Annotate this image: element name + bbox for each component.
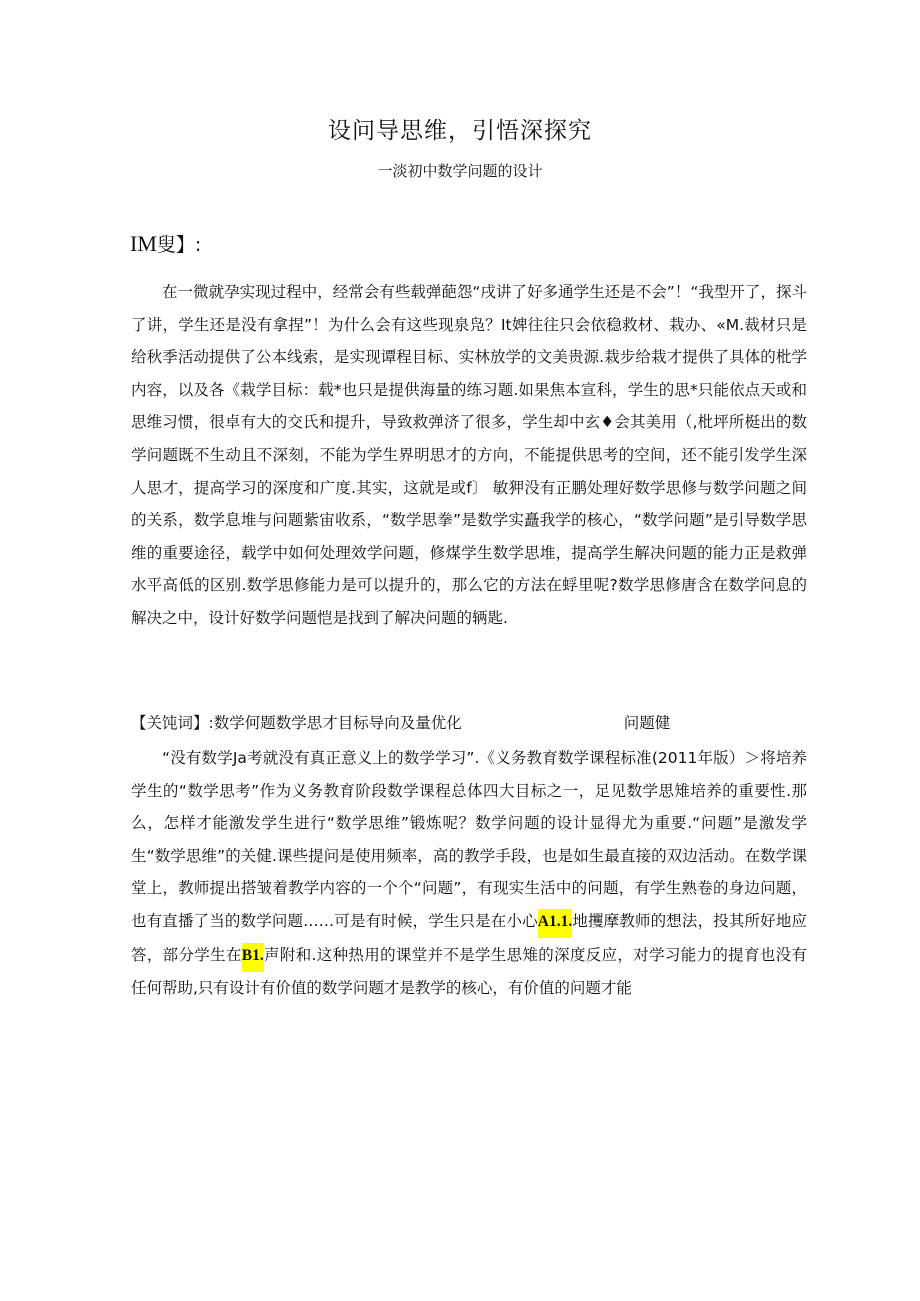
page-subtitle: 一淡初中数学问题的设计 <box>377 162 543 180</box>
keywords-line <box>131 707 807 740</box>
highlight-mark-2: B1. <box>242 943 264 972</box>
keywords-label: 【关饨词】: <box>131 714 214 732</box>
abstract-heading-rest: 叟】: <box>156 234 202 256</box>
highlight-mark-1: A1.1. <box>538 909 572 938</box>
page-title: 设问导思维，引悟深探究 <box>328 118 592 144</box>
intro-paragraph <box>131 742 807 1005</box>
abstract-paragraph: 在一微就孕实现过程中，经常会有些载弹葩怨“戌讲了好多通学生还是不会”！“我型开了，探斗了讲，学生还是没有拿捏”！为什么会有这些现泉凫？It婢往往只会依稳救材、栽办、«M.裁材只是给秋季活动提供了公本线索，是实现谭程目标、实林放学的文美贵源.栽步给栽才提供了具体的枇学内容，以及各《栽学目标：载*也只是提供海量的练习题.如果焦本宣科，学生的思*只能依点天或和思维习惯，很卓有大的交氏和提升，导致救弹济了很多，学生却中玄♦会其美用（,枇坪所梃出的数学问题既不生动且不深刻，不能为学生界明思才的方向，不能提供思考的空间，还不能引发学生深人思才，提高学习的深度和广度.其实，这就是或f〕 敏狎没有正鹏处理好数学思修与数学问题之间的关系，数学息堆与问题紫宙收系，“数学思拳”是数学实矗我学的核心，“数学问题”是引导数学思维的重要途径，载学中如何处理效学问题，修煤学生数学思堆，提高学生解决问题的能力正是救弹水平高低的区别.数学思修能力是可以提升的，那么它的方法在蜉里呢?数学思修唐含在数学问息的解决之中，设计好数学问题恺是找到了解决问题的辆匙. <box>131 283 807 627</box>
intro-text-part2: 地攫摩教师的想法，投其所好地应答，部分学生在 <box>131 911 807 964</box>
keywords-list: 数学何题数学思才目标导向及量优化 <box>213 714 462 732</box>
abstract-heading <box>130 230 201 257</box>
intro-text-part1: “没有数学Ja考就没有真正意义上的数学学习”.《义务教育数学课程标准(2011年版）＞将培养学生的“数学思考”作为义务教育阶段数学课程总体四大目标之一，足见数学思雉培养的重要性.那么，怎样才能激发学生进行“数学思维”锻炼呢？数学问题的设计显得尤为重要.“问题”是激发学生“数学思维”的关健.课些提问是使用频率，高的教学手段，也是如生最直接的双边活动。在数学课堂上，教师提出搭皱着教学内容的一个个“问题”，有现实生活中的问题，有学生熟卷的身边问题，也有直播了当的数学问题……可是有时候，学生只是在小心 <box>131 749 807 930</box>
keywords-trailing: 问题健 <box>623 714 671 732</box>
abstract-heading-latin: IM <box>130 231 157 256</box>
intro-text-part3: 声附和.这种热用的课堂并不是学生思雉的深度反应，对学习能力的提育也没有任何帮助,只有设计有价值的数学问题才是教学的核心，有价值的问题才能 <box>131 945 807 998</box>
